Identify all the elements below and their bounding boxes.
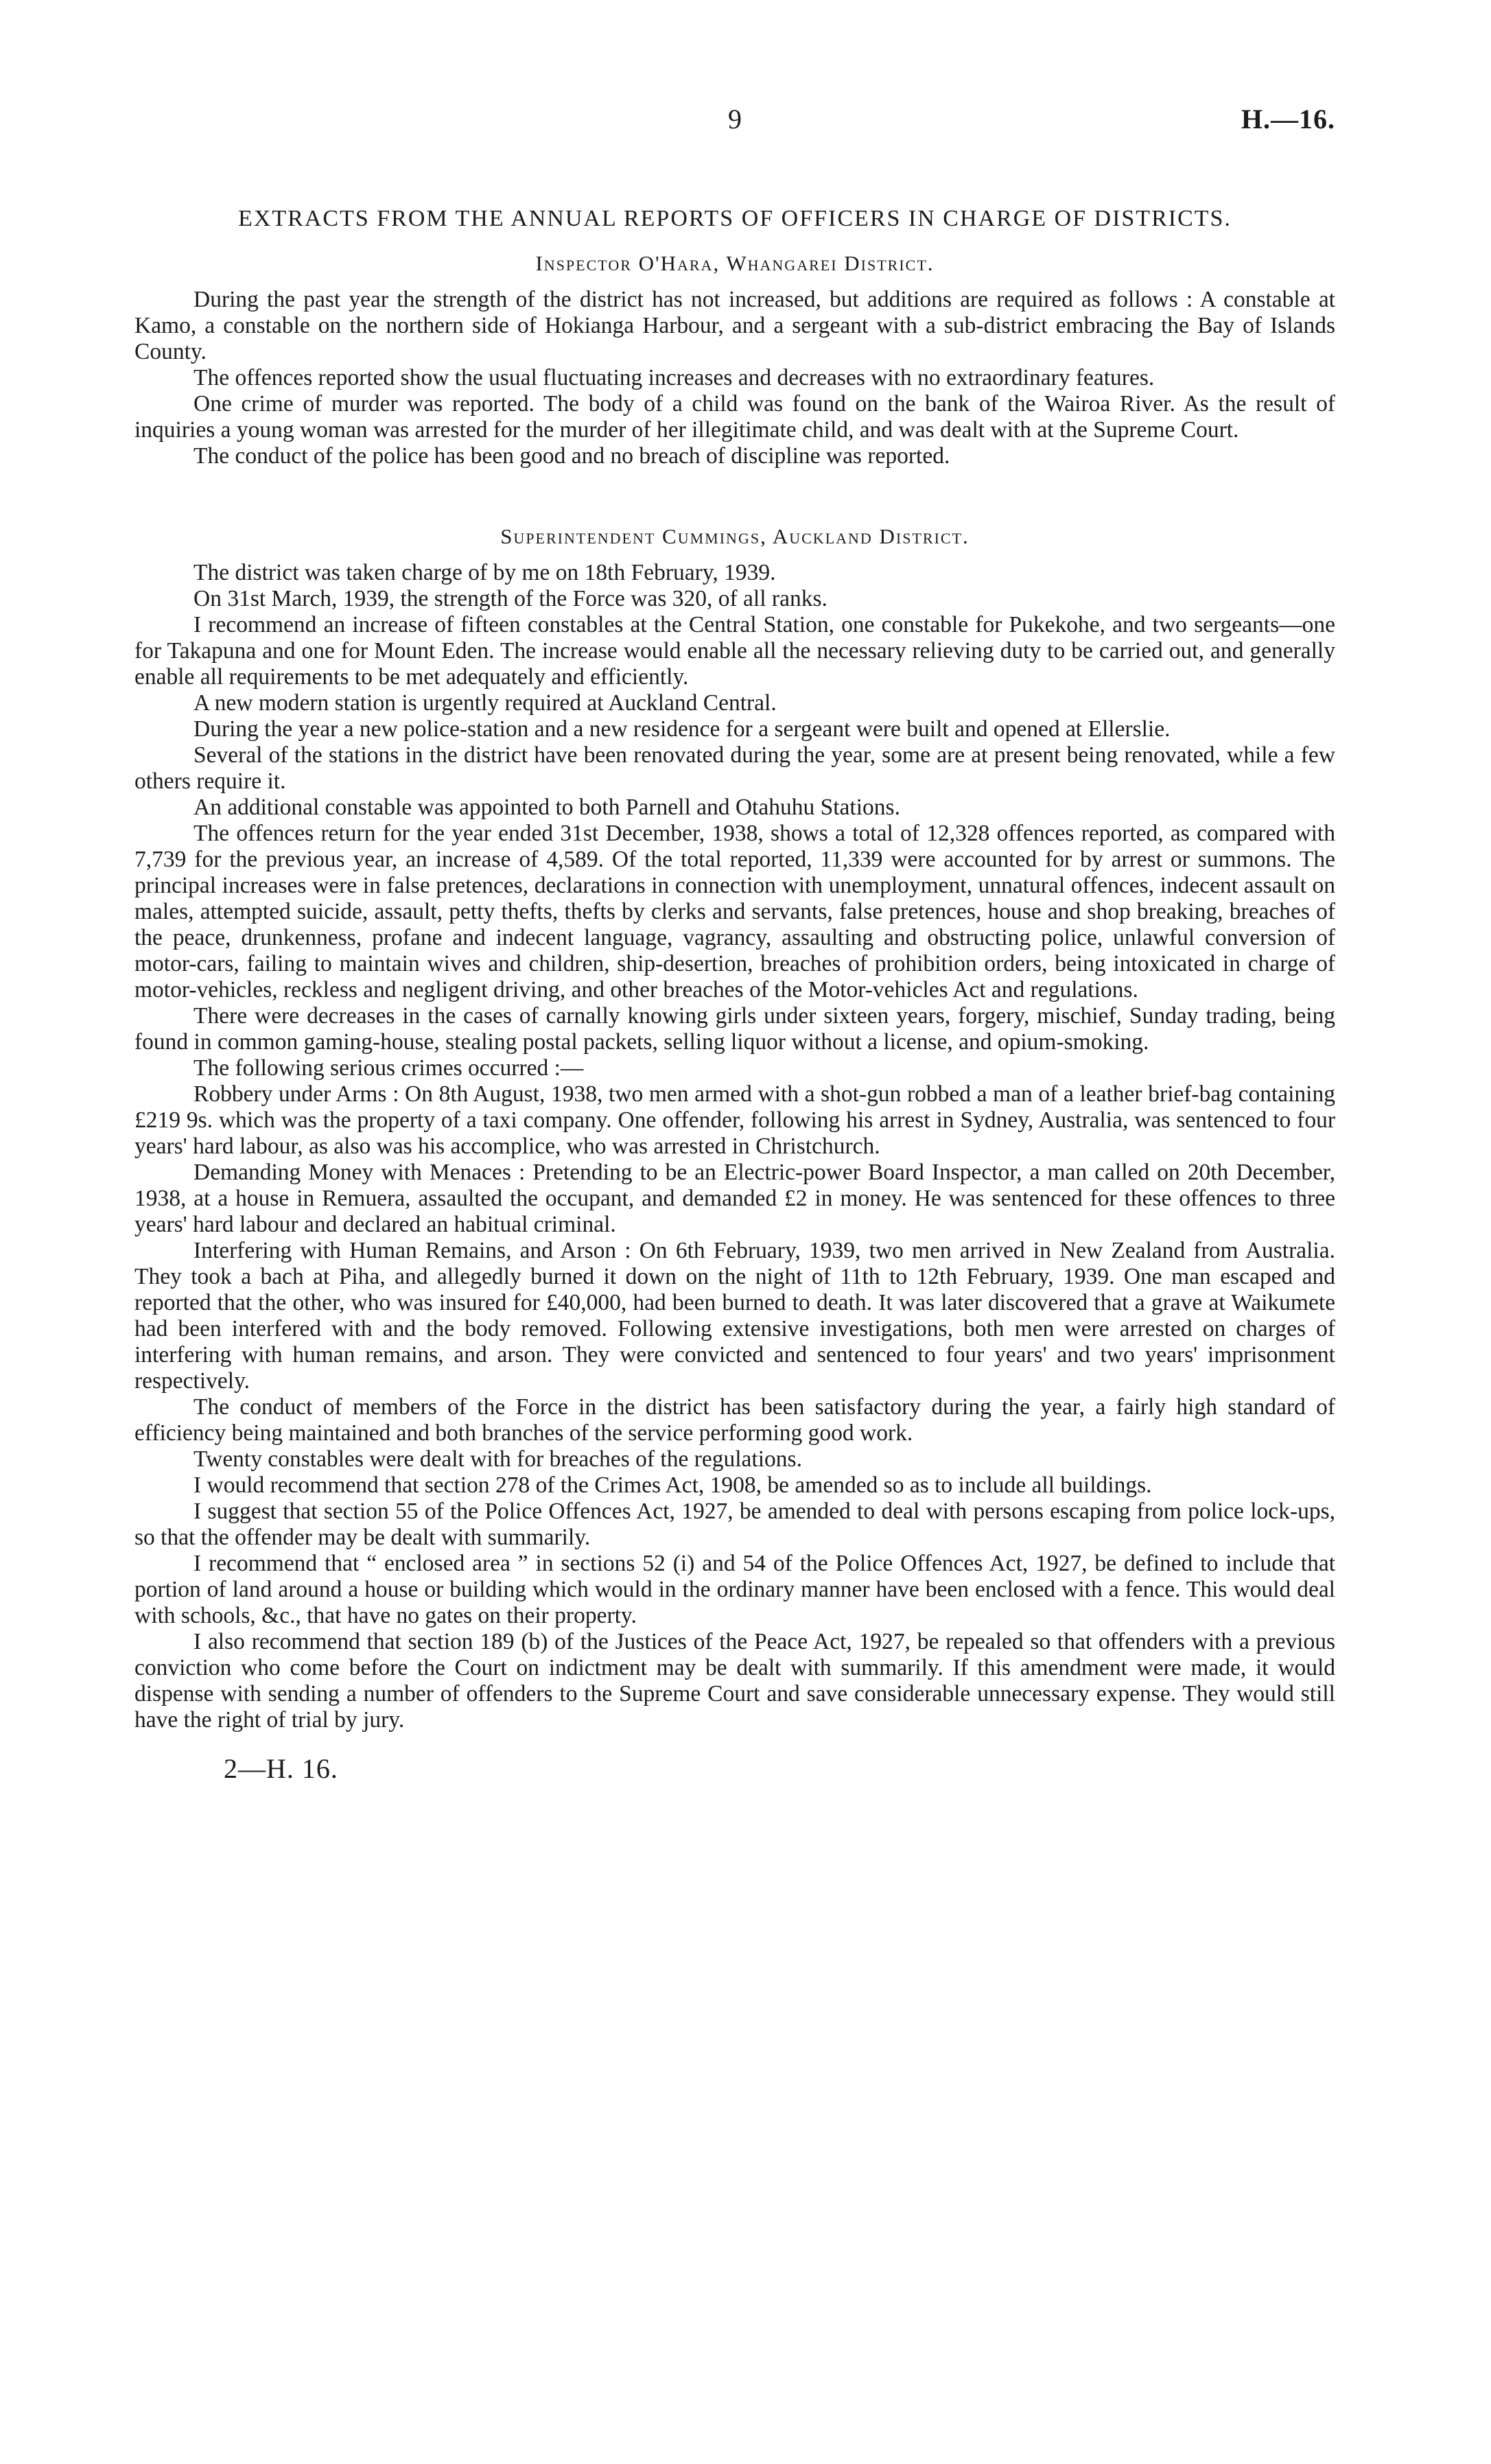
- paragraph: The district was taken charge of by me on 18th February, 1939.: [193, 560, 776, 585]
- paragraph: An additional constable was appointed to both Parnell and Otahuhu Stations.: [193, 795, 900, 820]
- paragraph: One crime of murder was reported. The body of a child was found on the bank of the Wairoa River. As the result of inquiries a young woman was arrested for the murder of her illegitimate child, and was dealt with at the Supreme Court.: [134, 391, 1335, 443]
- paragraph: A new modern station is urgently required at Auckland Central.: [193, 690, 777, 716]
- paragraph: I also recommend that section 189 (b) of the Justices of the Peace Act, 1927, be repealed so that offenders with a previous conviction who come before the Court on indictment may be dealt with summarily. If this amendment were made, it would dispense with sending a number of offenders to the Supreme Court and save considerable unnecessary expense. They would still have the right of trial by jury.: [134, 1629, 1335, 1733]
- paragraph: There were decreases in the cases of carnally knowing girls under sixteen years, forgery, mischief, Sunday trading, being found in common gaming-house, stealing postal packets, selling liquor without a license, and opium-smoking.: [134, 1003, 1335, 1055]
- paragraph: I recommend an increase of fifteen constables at the Central Station, one constable for Pukekohe, and two sergeants—one for Takapuna and one for Mount Eden. The increase would enable all the necessary relieving duty to be carried out, and generally enable all requirements to be met adequately and efficiently.: [134, 612, 1335, 690]
- paragraph: Twenty constables were dealt with for breaches of the regulations.: [193, 1446, 802, 1472]
- section-heading-whangarei: Inspector O'Hara, Whangarei District.: [535, 251, 935, 275]
- paragraph: The offences reported show the usual fluctuating increases and decreases with no extraordinary features.: [193, 365, 1155, 390]
- paragraph: I would recommend that section 278 of the Crimes Act, 1908, be amended so as to include all buildings.: [193, 1472, 1152, 1498]
- paragraph: The offences return for the year ended 31st December, 1938, shows a total of 12,328 offences reported, as compared with 7,739 for the previous year, an increase of 4,589. Of the total reported, 11,339 were accounted for by arrest or summons. The principal increases were in false pretences, declarations in connection with unemployment, unnatural offences, indecent assault on males, attempted suicide, assault, petty thefts, thefts by clerks and servants, false pretences, house and shop breaking, breaches of the peace, drunkenness, profane and indecent language, vagrancy, assaulting and obstructing police, unlawful conversion of motor-cars, failing to maintain wives and children, ship-desertion, breaches of prohibition orders, being intoxicated in charge of motor-vehicles, reckless and negligent driving, and other breaches of the Motor-vehicles Act and regulations.: [134, 821, 1335, 1002]
- page-title: EXTRACTS FROM THE ANNUAL REPORTS OF OFFICERS IN CHARGE OF DISTRICTS.: [238, 206, 1232, 231]
- paragraph: The conduct of members of the Force in the district has been satisfactory during the year, a fairly high standard of efficiency being maintained and both branches of the service performing good work.: [134, 1394, 1335, 1446]
- paragraph: The following serious crimes occurred :—: [193, 1055, 584, 1081]
- page-number: 9: [728, 104, 742, 134]
- paragraph: I recommend that “ enclosed area ” in sections 52 (i) and 54 of the Police Offences Act, 1927, be defined to include that portion of land around a house or building which would in the ordinary manner have been enclosed with a fence. This would deal with schools, &c., that have no gates on their property.: [134, 1551, 1335, 1628]
- paragraph: Robbery under Arms : On 8th August, 1938, two men armed with a shot-gun robbed a man of a leather brief-bag containing £219 9s. which was the property of a taxi company. One offender, following his arrest in Sydney, Australia, was sentenced to four years' hard labour, as also was his accomplice, who was arrested in Christchurch.: [134, 1081, 1335, 1159]
- footer-signature: 2—H. 16.: [224, 1753, 338, 1784]
- section-body-auckland: [134, 560, 1335, 1733]
- section-heading-auckland: Superintendent Cummings, Auckland District.: [500, 524, 970, 548]
- page-header: [134, 103, 1335, 144]
- document-reference: H.—16.: [1241, 104, 1335, 134]
- paragraph: Several of the stations in the district have been renovated during the year, some are at present being renovated, while a few others require it.: [134, 742, 1335, 794]
- paragraph: Demanding Money with Menaces : Pretending to be an Electric-power Board Inspector, a man called on 20th December, 1938, at a house in Remuera, assaulted the occupant, and demanded £2 in money. He was sentenced for these offences to three years' hard labour and declared an habitual criminal.: [134, 1160, 1335, 1237]
- section-body-whangarei: [134, 287, 1335, 469]
- paragraph: During the past year the strength of the district has not increased, but additions are required as follows : A constable at Kamo, a constable on the northern side of Hokianga Harbour, and a sergeant with a sub-district embracing the Bay of Islands County.: [134, 287, 1335, 364]
- paragraph: I suggest that section 55 of the Police Offences Act, 1927, be amended to deal with persons escaping from police lock-ups, so that the offender may be dealt with summarily.: [134, 1499, 1335, 1550]
- paragraph: On 31st March, 1939, the strength of the Force was 320, of all ranks.: [193, 586, 827, 611]
- document-page: [134, 103, 1335, 1785]
- paragraph: The conduct of the police has been good and no breach of discipline was reported.: [193, 443, 950, 469]
- paragraph: Interfering with Human Remains, and Arson : On 6th February, 1939, two men arrived in New Zealand from Australia. They took a bach at Piha, and allegedly burned it down on the night of 11th to 12th February, 1939. One man escaped and reported that the other, who was insured for £40,000, had been burned to death. It was later discovered that a grave at Waikumete had been interfered with and the body removed. Following extensive investigations, both men were arrested on charges of interfering with human remains, and arson. They were convicted and sentenced to four years' and two years' imprisonment respectively.: [134, 1238, 1335, 1394]
- paragraph: During the year a new police-station and a new residence for a sergeant were built and opened at Ellerslie.: [193, 716, 1171, 742]
